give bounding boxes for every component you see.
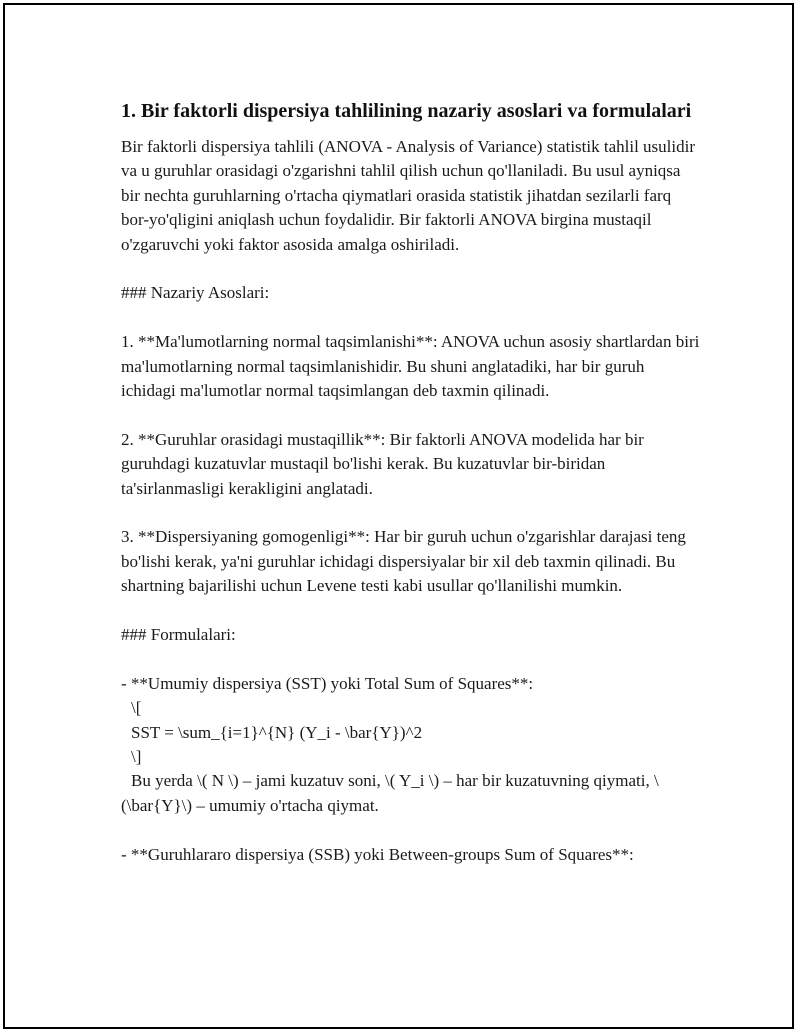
theory-item-3: 3. **Dispersiyaning gomogenligi**: Har bir guruh uchun o'zgarishlar darajasi teng bo'lishi kerak, ya'ni guruhlar ichidagi dispersiyalar bir xil deb taxmin qilinadi. Bu shartning bajarilishi uchun Levene testi kabi usullar qo'llanilishi mumkin. — [121, 527, 691, 596]
section-heading: 1. Bir faktorli dispersiya tahlilining nazariy asoslari va formulalari — [121, 100, 692, 122]
theory-item-2: 2. **Guruhlar orasidagi mustaqillik**: Bir faktorli ANOVA modelida har bir guruhdagi kuzatuvlar mustaqil bo'lishi kerak. Bu kuzatuvlar bir-biridan ta'sirlanmasligi kerakligini anglatadi. — [121, 429, 649, 498]
ssb-title: - **Guruhlararo dispersiya (SSB) yoki Between-groups Sum of Squares**: — [121, 844, 634, 864]
intro-paragraph: Bir faktorli dispersiya tahlili (ANOVA - Analysis of Variance) statistik tahlil usulidir va u guruhlar orasidagi o'zgarishni tahlil qilish uchun qo'llaniladi. Bu usul ayniqsa bir nechta guruhlarning o'rtacha qiymatlari orasida statistik jihatdan sezilarli farq bor-yo'qligini aniqlash uchun foydalidir. Bir faktorli ANOVA birgina mustaqil o'zgaruvchi yoki faktor asosida amalga oshiriladi. — [121, 137, 700, 254]
sst-explanation — [121, 769, 701, 818]
document-body — [121, 97, 704, 867]
formulas-subheading: ### Formulalari: — [121, 625, 236, 645]
sst-explanation-text: Bu yerda \( N \) – jami kuzatuv soni, \( Y_i \) – har bir kuzatuvning qiymati, \(\bar{Y}\) – umumiy o'rtacha qiymat. — [121, 771, 659, 815]
sst-formula: SST = \sum_{i=1}^{N} (Y_i - \bar{Y})^2 — [131, 722, 423, 742]
document-page — [3, 3, 794, 1029]
theory-item-1: 1. **Ma'lumotlarning normal taqsimlanishi**: ANOVA uchun asosiy shartlardan biri ma'lumotlarning normal taqsimlanishidir. Bu shuni anglatadiki, har bir guruh ichidagi ma'lumotlar normal taqsimlangan deb taxmin qilinadi. — [121, 332, 704, 401]
sst-formula-open: \[ — [131, 698, 142, 718]
sst-formula-close: \] — [131, 747, 142, 767]
theory-subheading: ### Nazariy Asoslari: — [121, 283, 270, 303]
sst-title: - **Umumiy dispersiya (SST) yoki Total Sum of Squares**: — [121, 673, 534, 693]
